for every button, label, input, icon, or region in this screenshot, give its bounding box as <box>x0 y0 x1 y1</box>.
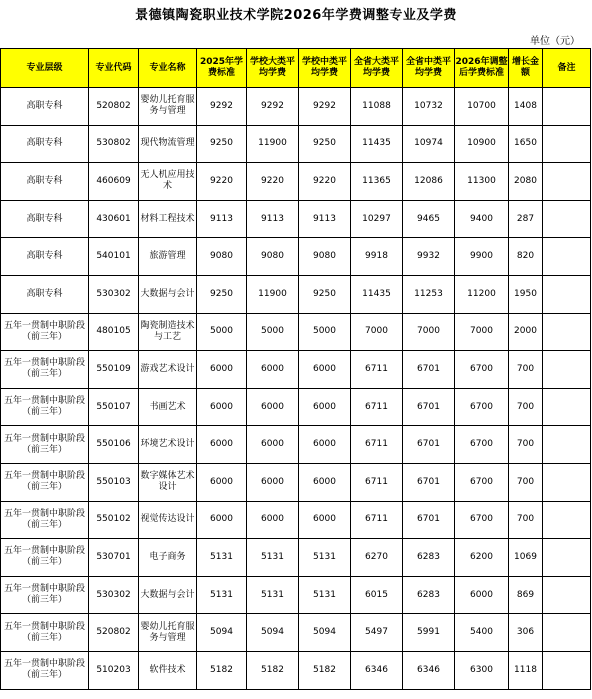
cell-school-minor-avg: 6000 <box>299 463 351 501</box>
cell-fee-2026: 6700 <box>455 388 509 426</box>
cell-school-major-avg: 9292 <box>247 88 299 126</box>
table-row <box>1 351 591 389</box>
header-increase: 增长金额 <box>509 49 543 88</box>
cell-code: 530302 <box>89 275 139 313</box>
table-row <box>1 463 591 501</box>
table-row <box>1 163 591 201</box>
cell-fee-2025: 9220 <box>197 163 247 201</box>
cell-fee-2026: 11300 <box>455 163 509 201</box>
header-name: 专业名称 <box>139 49 197 88</box>
cell-name: 视觉传达设计 <box>139 501 197 539</box>
cell-fee-2025: 5131 <box>197 539 247 577</box>
table-row <box>1 313 591 351</box>
cell-province-major-avg: 6346 <box>351 651 403 689</box>
cell-province-minor-avg: 11253 <box>403 275 455 313</box>
header-province-minor-avg: 全省中类平均学费 <box>403 49 455 88</box>
cell-fee-2025: 9250 <box>197 275 247 313</box>
cell-increase: 700 <box>509 426 543 464</box>
cell-increase: 2000 <box>509 313 543 351</box>
cell-fee-2026: 6700 <box>455 501 509 539</box>
header-remark: 备注 <box>543 49 591 88</box>
cell-code: 550109 <box>89 351 139 389</box>
cell-remark <box>543 275 591 313</box>
cell-increase: 869 <box>509 576 543 614</box>
cell-name: 现代物流管理 <box>139 125 197 163</box>
header-province-major-avg: 全省大类平均学费 <box>351 49 403 88</box>
cell-province-major-avg: 6015 <box>351 576 403 614</box>
cell-province-major-avg: 6711 <box>351 351 403 389</box>
cell-increase: 1408 <box>509 88 543 126</box>
cell-province-minor-avg: 6346 <box>403 651 455 689</box>
page-title: 景德镇陶瓷职业技术学院2026年学费调整专业及学费 <box>135 8 457 23</box>
cell-province-minor-avg: 6283 <box>403 576 455 614</box>
cell-school-minor-avg: 6000 <box>299 388 351 426</box>
cell-fee-2026: 11200 <box>455 275 509 313</box>
cell-fee-2026: 6700 <box>455 426 509 464</box>
cell-increase: 1069 <box>509 539 543 577</box>
cell-code: 430601 <box>89 200 139 238</box>
cell-code: 550102 <box>89 501 139 539</box>
table-row <box>1 539 591 577</box>
cell-remark <box>543 614 591 652</box>
table-row <box>1 125 591 163</box>
cell-province-major-avg: 5497 <box>351 614 403 652</box>
cell-fee-2026: 10700 <box>455 88 509 126</box>
cell-name: 环境艺术设计 <box>139 426 197 464</box>
cell-school-minor-avg: 5131 <box>299 576 351 614</box>
cell-school-minor-avg: 9080 <box>299 238 351 276</box>
table-row <box>1 501 591 539</box>
cell-school-minor-avg: 5094 <box>299 614 351 652</box>
cell-fee-2026: 6700 <box>455 351 509 389</box>
cell-increase: 306 <box>509 614 543 652</box>
cell-school-major-avg: 9113 <box>247 200 299 238</box>
cell-remark <box>543 200 591 238</box>
table-row <box>1 651 591 689</box>
cell-province-major-avg: 11435 <box>351 275 403 313</box>
cell-name: 婴幼儿托育服务与管理 <box>139 614 197 652</box>
cell-increase: 1950 <box>509 275 543 313</box>
cell-fee-2026: 6200 <box>455 539 509 577</box>
cell-remark <box>543 426 591 464</box>
cell-code: 530802 <box>89 125 139 163</box>
cell-province-major-avg: 6711 <box>351 426 403 464</box>
cell-province-major-avg: 11088 <box>351 88 403 126</box>
cell-province-minor-avg: 6701 <box>403 351 455 389</box>
table-row <box>1 238 591 276</box>
cell-fee-2026: 6700 <box>455 463 509 501</box>
cell-level: 五年一贯制中职阶段（前三年） <box>1 388 89 426</box>
cell-code: 540101 <box>89 238 139 276</box>
header-row <box>1 49 591 88</box>
cell-fee-2025: 6000 <box>197 463 247 501</box>
cell-school-minor-avg: 9250 <box>299 275 351 313</box>
cell-name: 电子商务 <box>139 539 197 577</box>
cell-school-minor-avg: 6000 <box>299 351 351 389</box>
header-level: 专业层级 <box>1 49 89 88</box>
cell-increase: 287 <box>509 200 543 238</box>
header-code: 专业代码 <box>89 49 139 88</box>
cell-name: 婴幼儿托育服务与管理 <box>139 88 197 126</box>
cell-school-major-avg: 6000 <box>247 463 299 501</box>
table-row <box>1 576 591 614</box>
cell-level: 五年一贯制中职阶段（前三年） <box>1 463 89 501</box>
cell-school-minor-avg: 9250 <box>299 125 351 163</box>
cell-increase: 700 <box>509 351 543 389</box>
cell-school-minor-avg: 6000 <box>299 426 351 464</box>
cell-increase: 700 <box>509 501 543 539</box>
cell-increase: 820 <box>509 238 543 276</box>
table-body <box>1 88 591 690</box>
cell-province-minor-avg: 6283 <box>403 539 455 577</box>
cell-level: 高职专科 <box>1 200 89 238</box>
cell-name: 陶瓷制造技术与工艺 <box>139 313 197 351</box>
cell-school-major-avg: 5094 <box>247 614 299 652</box>
cell-school-major-avg: 5131 <box>247 539 299 577</box>
cell-province-minor-avg: 6701 <box>403 426 455 464</box>
cell-code: 520802 <box>89 614 139 652</box>
cell-province-minor-avg: 6701 <box>403 501 455 539</box>
cell-province-major-avg: 6711 <box>351 501 403 539</box>
cell-fee-2025: 5094 <box>197 614 247 652</box>
cell-increase: 700 <box>509 388 543 426</box>
cell-code: 530302 <box>89 576 139 614</box>
cell-level: 五年一贯制中职阶段（前三年） <box>1 539 89 577</box>
cell-province-minor-avg: 9932 <box>403 238 455 276</box>
cell-school-major-avg: 5000 <box>247 313 299 351</box>
cell-name: 材料工程技术 <box>139 200 197 238</box>
cell-increase: 700 <box>509 463 543 501</box>
cell-remark <box>543 388 591 426</box>
cell-level: 五年一贯制中职阶段（前三年） <box>1 313 89 351</box>
cell-code: 520802 <box>89 88 139 126</box>
cell-fee-2026: 6000 <box>455 576 509 614</box>
cell-fee-2025: 5182 <box>197 651 247 689</box>
cell-code: 530701 <box>89 539 139 577</box>
cell-fee-2025: 6000 <box>197 501 247 539</box>
cell-school-major-avg: 6000 <box>247 388 299 426</box>
cell-province-major-avg: 6711 <box>351 463 403 501</box>
cell-fee-2025: 6000 <box>197 388 247 426</box>
cell-fee-2025: 9113 <box>197 200 247 238</box>
cell-level: 五年一贯制中职阶段（前三年） <box>1 651 89 689</box>
cell-school-minor-avg: 5131 <box>299 539 351 577</box>
cell-fee-2025: 5131 <box>197 576 247 614</box>
cell-level: 高职专科 <box>1 163 89 201</box>
table-row <box>1 88 591 126</box>
cell-increase: 1650 <box>509 125 543 163</box>
cell-remark <box>543 88 591 126</box>
unit-label: 单位（元） <box>530 36 580 47</box>
cell-fee-2026: 5400 <box>455 614 509 652</box>
cell-fee-2025: 9080 <box>197 238 247 276</box>
cell-school-major-avg: 5182 <box>247 651 299 689</box>
cell-level: 高职专科 <box>1 238 89 276</box>
cell-level: 五年一贯制中职阶段（前三年） <box>1 351 89 389</box>
cell-level: 五年一贯制中职阶段（前三年） <box>1 576 89 614</box>
cell-school-minor-avg: 9113 <box>299 200 351 238</box>
header-fee-2025: 2025年学费标准 <box>197 49 247 88</box>
cell-fee-2026: 6300 <box>455 651 509 689</box>
cell-level: 高职专科 <box>1 275 89 313</box>
cell-province-minor-avg: 10732 <box>403 88 455 126</box>
cell-fee-2025: 6000 <box>197 351 247 389</box>
cell-school-minor-avg: 9220 <box>299 163 351 201</box>
cell-code: 550106 <box>89 426 139 464</box>
cell-province-minor-avg: 7000 <box>403 313 455 351</box>
cell-province-minor-avg: 5991 <box>403 614 455 652</box>
cell-name: 软件技术 <box>139 651 197 689</box>
cell-remark <box>543 163 591 201</box>
header-school-major-avg: 学校大类平均学费 <box>247 49 299 88</box>
cell-school-major-avg: 11900 <box>247 275 299 313</box>
header-school-minor-avg: 学校中类平均学费 <box>299 49 351 88</box>
cell-name: 游戏艺术设计 <box>139 351 197 389</box>
cell-increase: 1118 <box>509 651 543 689</box>
cell-fee-2026: 9400 <box>455 200 509 238</box>
cell-code: 550107 <box>89 388 139 426</box>
cell-school-minor-avg: 6000 <box>299 501 351 539</box>
cell-name: 大数据与会计 <box>139 275 197 313</box>
cell-school-minor-avg: 5182 <box>299 651 351 689</box>
cell-province-major-avg: 11365 <box>351 163 403 201</box>
cell-level: 五年一贯制中职阶段（前三年） <box>1 614 89 652</box>
cell-province-minor-avg: 9465 <box>403 200 455 238</box>
cell-school-major-avg: 6000 <box>247 351 299 389</box>
cell-level: 五年一贯制中职阶段（前三年） <box>1 426 89 464</box>
cell-level: 五年一贯制中职阶段（前三年） <box>1 501 89 539</box>
cell-school-major-avg: 9080 <box>247 238 299 276</box>
cell-remark <box>543 501 591 539</box>
cell-name: 书画艺术 <box>139 388 197 426</box>
cell-fee-2025: 5000 <box>197 313 247 351</box>
cell-province-major-avg: 6711 <box>351 388 403 426</box>
cell-remark <box>543 313 591 351</box>
cell-school-major-avg: 6000 <box>247 426 299 464</box>
cell-fee-2026: 7000 <box>455 313 509 351</box>
cell-school-major-avg: 11900 <box>247 125 299 163</box>
cell-remark <box>543 651 591 689</box>
table-row <box>1 388 591 426</box>
cell-remark <box>543 576 591 614</box>
cell-remark <box>543 125 591 163</box>
cell-fee-2025: 9292 <box>197 88 247 126</box>
table-row <box>1 200 591 238</box>
cell-name: 数字媒体艺术设计 <box>139 463 197 501</box>
cell-fee-2026: 10900 <box>455 125 509 163</box>
cell-province-major-avg: 9918 <box>351 238 403 276</box>
cell-remark <box>543 463 591 501</box>
table-row <box>1 275 591 313</box>
cell-province-minor-avg: 12086 <box>403 163 455 201</box>
cell-fee-2025: 9250 <box>197 125 247 163</box>
cell-fee-2025: 6000 <box>197 426 247 464</box>
cell-name: 无人机应用技术 <box>139 163 197 201</box>
cell-code: 510203 <box>89 651 139 689</box>
cell-province-major-avg: 11435 <box>351 125 403 163</box>
cell-name: 旅游管理 <box>139 238 197 276</box>
cell-province-minor-avg: 6701 <box>403 388 455 426</box>
table-row <box>1 426 591 464</box>
cell-school-major-avg: 6000 <box>247 501 299 539</box>
cell-increase: 2080 <box>509 163 543 201</box>
cell-level: 高职专科 <box>1 88 89 126</box>
cell-school-major-avg: 5131 <box>247 576 299 614</box>
cell-school-minor-avg: 9292 <box>299 88 351 126</box>
cell-code: 480105 <box>89 313 139 351</box>
cell-name: 大数据与会计 <box>139 576 197 614</box>
cell-school-major-avg: 9220 <box>247 163 299 201</box>
cell-fee-2026: 9900 <box>455 238 509 276</box>
cell-code: 460609 <box>89 163 139 201</box>
cell-remark <box>543 539 591 577</box>
cell-province-major-avg: 6270 <box>351 539 403 577</box>
cell-province-minor-avg: 6701 <box>403 463 455 501</box>
cell-level: 高职专科 <box>1 125 89 163</box>
cell-province-major-avg: 10297 <box>351 200 403 238</box>
cell-code: 550103 <box>89 463 139 501</box>
fee-table <box>0 48 591 690</box>
cell-school-minor-avg: 5000 <box>299 313 351 351</box>
cell-remark <box>543 351 591 389</box>
cell-province-major-avg: 7000 <box>351 313 403 351</box>
table-row <box>1 614 591 652</box>
header-fee-2026: 2026年调整后学费标准 <box>455 49 509 88</box>
cell-remark <box>543 238 591 276</box>
cell-province-minor-avg: 10974 <box>403 125 455 163</box>
